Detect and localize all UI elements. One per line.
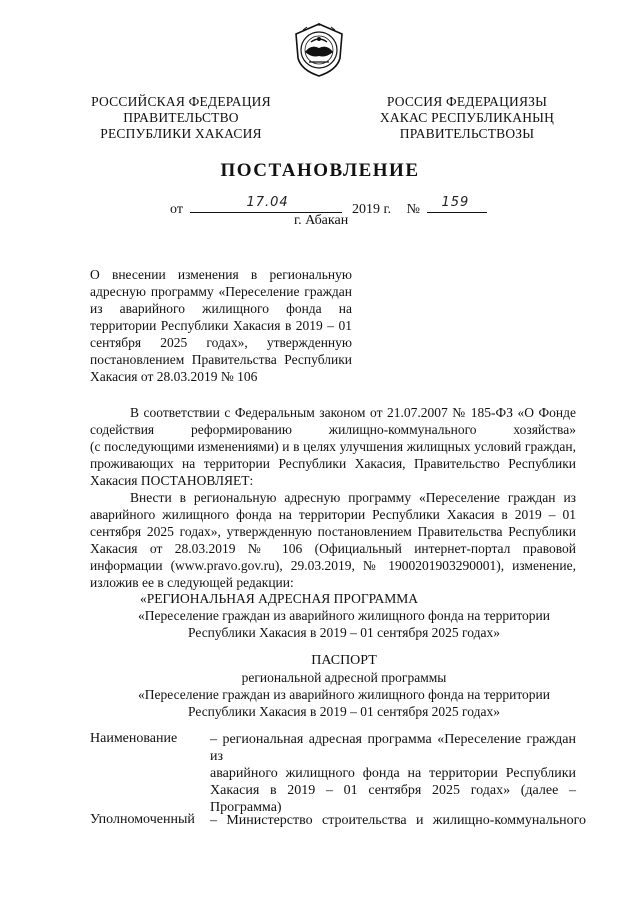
passport-heading: ПАСПОРТ	[311, 653, 377, 668]
date-year: 2019 г.	[351, 202, 392, 217]
body-line: Хакасия от 28.03.2019 № 106 (Официальный интернет-портал правовой	[90, 541, 576, 556]
passport-row-value	[210, 812, 586, 829]
passport-subtitle-line: Республики Хакасия в 2019 – 01 сентября 2025 годах»	[188, 704, 500, 719]
header-right-line: РОССИЯ ФЕДЕРАЦИЯЗЫ	[386, 94, 548, 109]
body-line: содействия реформированию жилищно-коммунального хозяйства»	[90, 422, 576, 437]
khakassia-coat-of-arms-icon	[293, 22, 345, 78]
subject-block	[90, 266, 352, 385]
passport-row-line: – региональная адресная программа «Переселение граждан из	[210, 732, 576, 764]
body-line: сентября 2025 годах», утвержденную постановлением Правительства Республики	[90, 524, 576, 539]
passport-row-label: Уполномоченный	[90, 812, 195, 827]
header-left	[88, 94, 274, 142]
passport-row-value	[210, 731, 576, 816]
header-right-line: ПРАВИТЕЛЬСТВОЗЫ	[399, 126, 535, 141]
date-field	[190, 195, 342, 213]
passport-row-line: Программа)	[210, 800, 282, 815]
date-prefix: от	[170, 202, 183, 217]
passport-subheading: региональной адресной программы	[241, 670, 447, 685]
header-left-line: ПРАВИТЕЛЬСТВО	[123, 110, 239, 125]
header-left-line: РОССИЙСКАЯ ФЕДЕРАЦИЯ	[91, 94, 271, 109]
program-heading: «РЕГИОНАЛЬНАЯ АДРЕСНАЯ ПРОГРАММА	[140, 591, 418, 606]
program-title-block	[0, 590, 640, 641]
passport-row-line: Хакасия в 2019 – 01 сентября 2025 годах» (далее –	[210, 783, 576, 798]
passport-row-line: – Министерство строительства и жилищно-коммунального	[210, 813, 586, 828]
body-line: проживающих на территории Республики Хакасия, Правительство Республики	[90, 456, 576, 471]
program-subtitle-line: Республики Хакасия в 2019 – 01 сентября 2025 годах»	[188, 625, 500, 640]
number-prefix: №	[406, 202, 420, 217]
subject-line: сентября 2025 годах», утвержденную	[90, 335, 352, 350]
passport-subtitle-line: «Переселение граждан из аварийного жилищного фонда на территории	[138, 687, 550, 702]
body-line: Хакасия ПОСТАНОВЛЯЕТ:	[90, 473, 254, 488]
subject-line: постановлением Правительства Республики	[90, 352, 352, 367]
subject-line: территории Республики Хакасия в 2019 – 01	[90, 318, 352, 333]
header-right-line: ХАКАС РЕСПУБЛИКАНЫҢ	[379, 110, 555, 125]
body-line: Внести в региональную адресную программу «Переселение граждан из	[130, 490, 576, 505]
body-line: В соответствии с Федеральным законом от 21.07.2007 № 185-ФЗ «О Фонде	[130, 405, 576, 420]
passport-row-label: Наименование	[90, 731, 178, 746]
passport-title-block	[0, 652, 640, 720]
handwritten-number: 159	[441, 195, 470, 210]
handwritten-date: 17.04	[246, 195, 289, 210]
subject-line: адресную программу «Переселение граждан	[90, 284, 352, 299]
body-text	[90, 404, 576, 591]
body-line: (с последующими изменениями) и в целях улучшения жилищных условий граждан,	[90, 439, 576, 454]
subject-line: Хакасия от 28.03.2019 № 106	[90, 369, 258, 384]
passport-row-line: аварийного жилищного фонда на территории Республики	[210, 766, 576, 781]
subject-line: О внесении изменения в региональную	[90, 267, 352, 282]
subject-line: из аварийного жилищного фонда на	[90, 301, 352, 316]
body-line: информации (www.pravo.gov.ru), 29.03.2019, № 1900201903290001), изменение,	[90, 558, 576, 573]
header-right	[372, 94, 562, 142]
number-field	[427, 195, 487, 213]
program-subtitle-line: «Переселение граждан из аварийного жилищного фонда на территории	[138, 608, 550, 623]
city: г. Абакан	[294, 213, 349, 228]
body-line: изложив ее в следующей редакции:	[90, 575, 294, 590]
document-title: ПОСТАНОВЛЕНИЕ	[220, 160, 420, 181]
body-line: аварийного жилищного фонда на территории Республики Хакасия в 2019 – 01	[90, 507, 576, 522]
header-left-line: РЕСПУБЛИКИ ХАКАСИЯ	[100, 126, 262, 141]
